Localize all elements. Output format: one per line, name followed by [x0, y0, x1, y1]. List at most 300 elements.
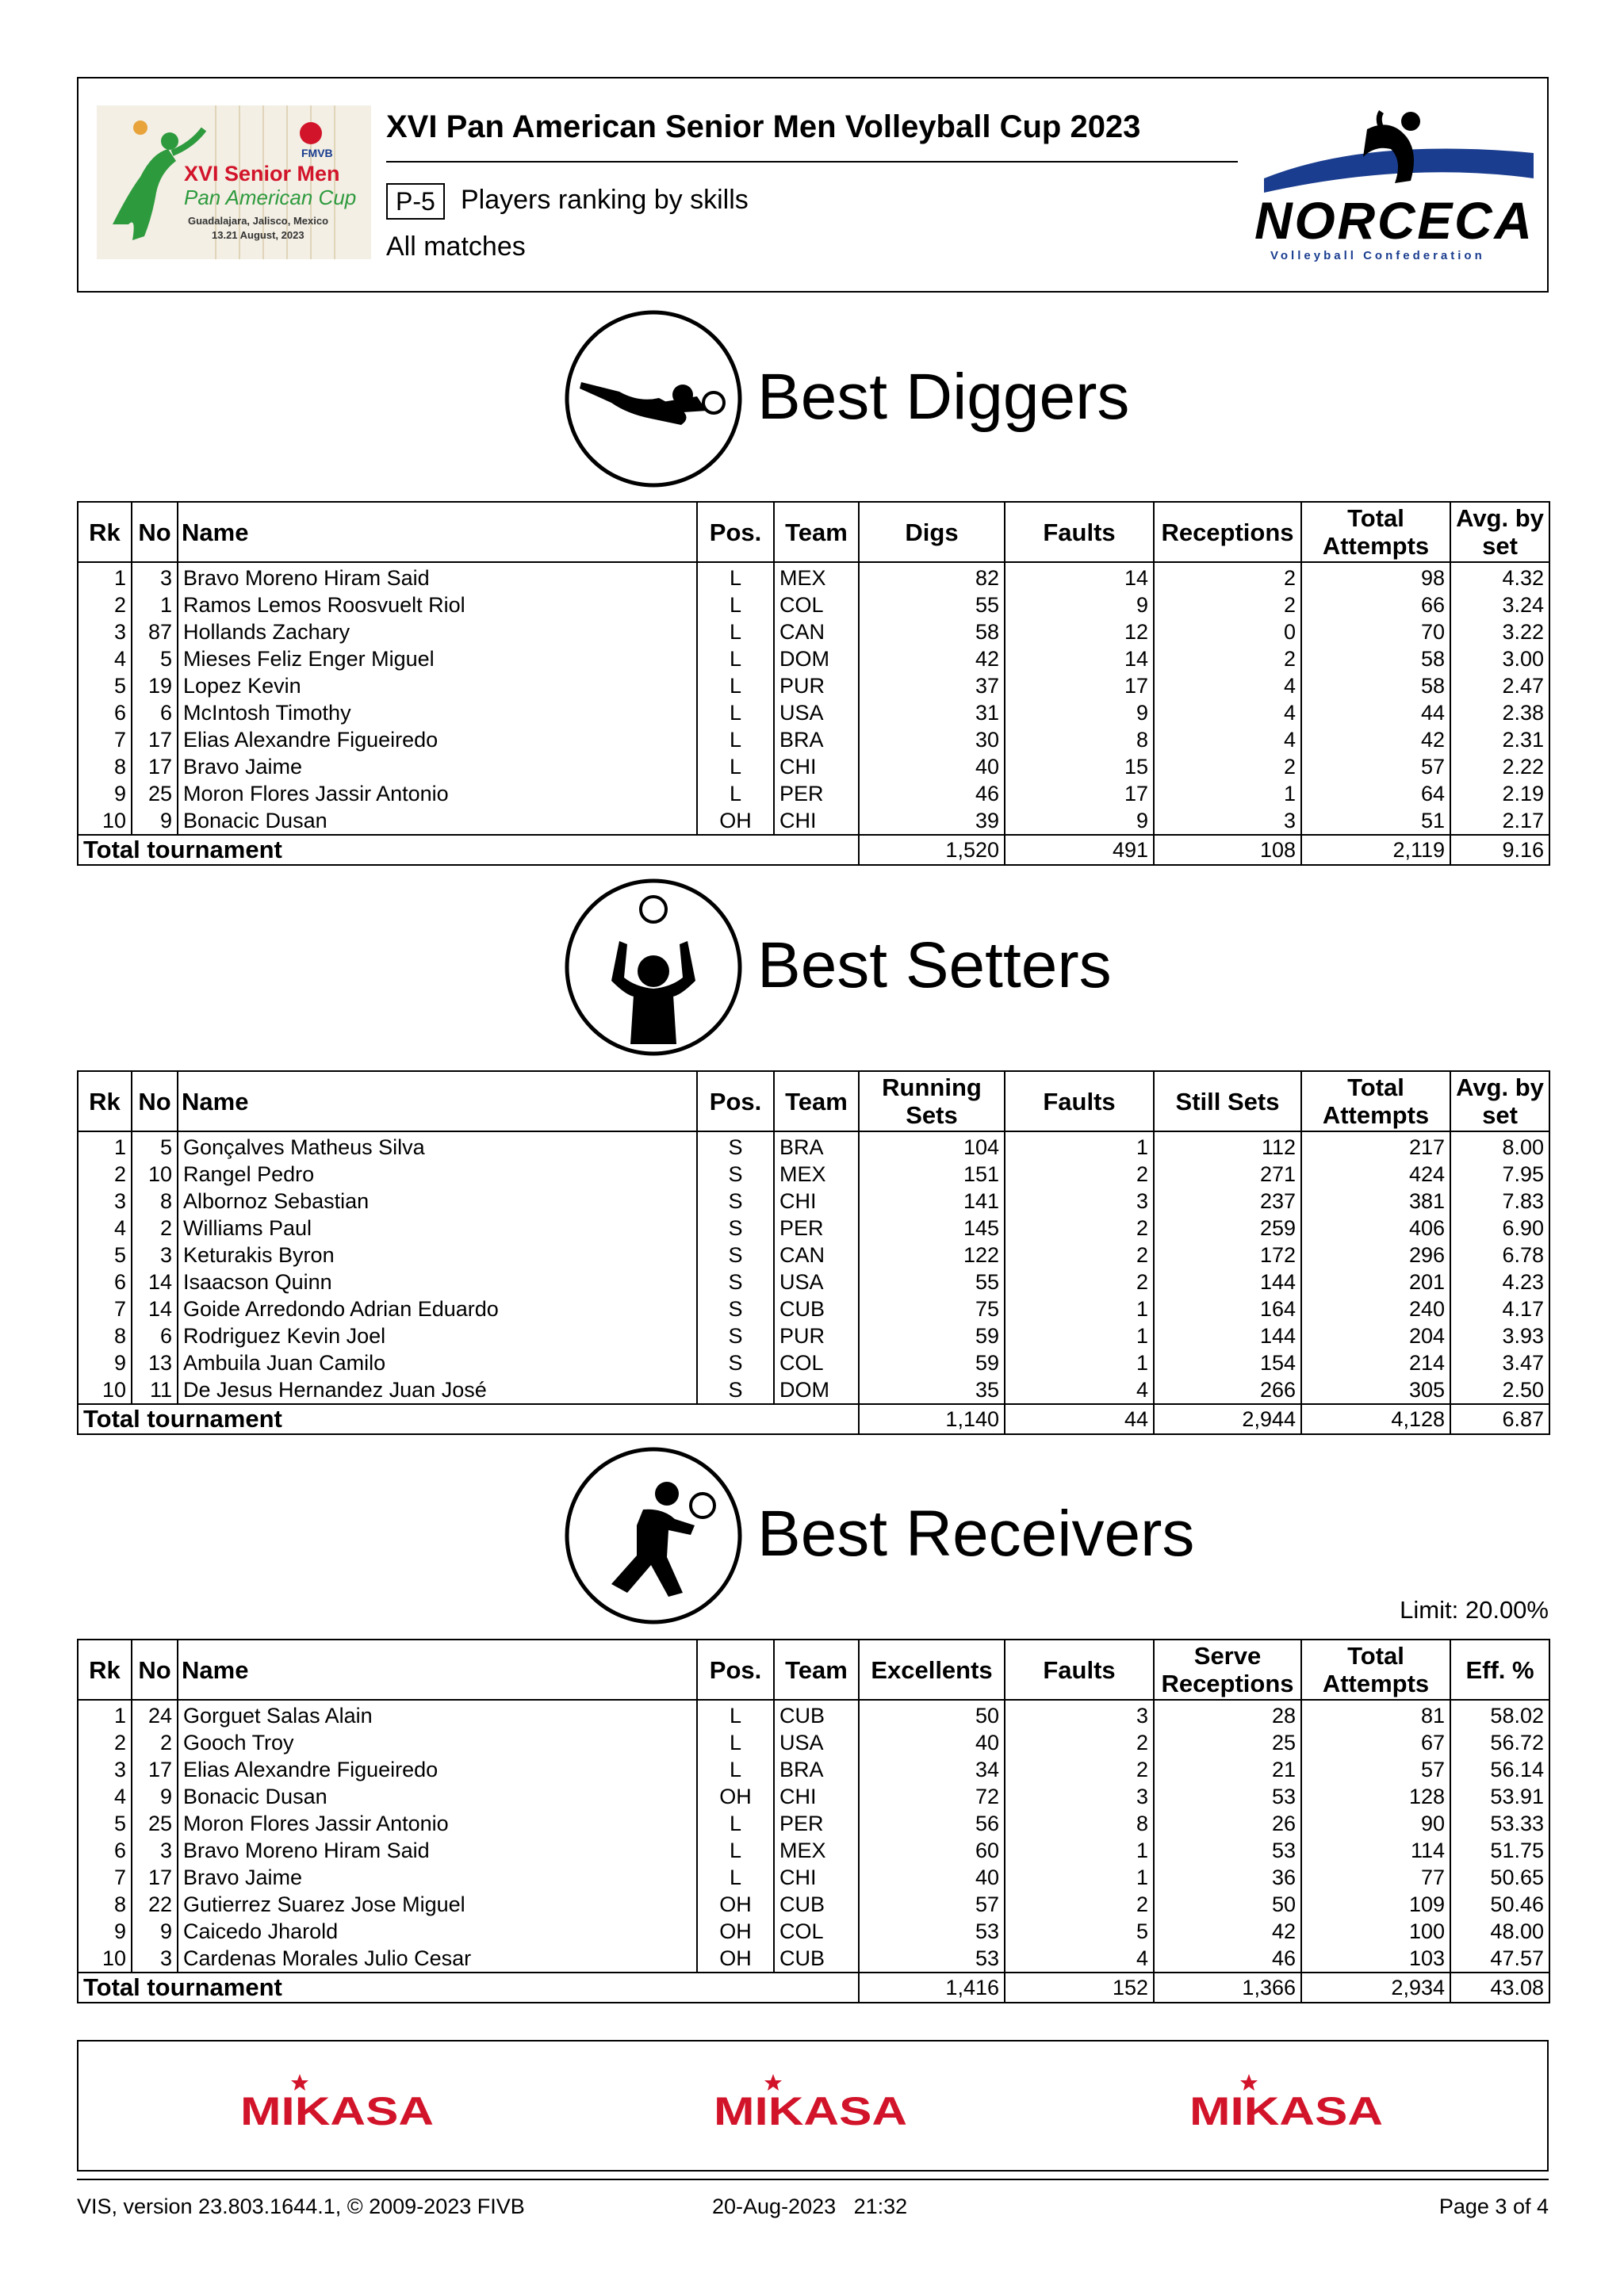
table-cell: 4.32 [1450, 562, 1549, 591]
table-cell: Bonacic Dusan [178, 1783, 697, 1810]
table-cell: 15 [1005, 753, 1154, 780]
table-cell: 3.00 [1450, 645, 1549, 672]
table-cell: 7.95 [1450, 1161, 1549, 1188]
table-cell: Elias Alexandre Figueiredo [178, 726, 697, 753]
table-cell: PUR [774, 1322, 859, 1349]
table-cell: 55 [859, 591, 1005, 618]
table-cell: 25 [132, 1810, 178, 1837]
table-cell: 42 [859, 645, 1005, 672]
table-cell: 53 [859, 1918, 1005, 1945]
table-cell: 2.31 [1450, 726, 1549, 753]
table-cell: 11 [132, 1376, 178, 1404]
table-cell: OH [697, 807, 774, 835]
table-cell: L [697, 1700, 774, 1729]
table-row [78, 699, 1549, 726]
table-cell: 6 [78, 1269, 132, 1295]
table-cell: Isaacson Quinn [178, 1269, 697, 1295]
table-cell: Moron Flores Jassir Antonio [178, 780, 697, 807]
table-cell: 3 [132, 1242, 178, 1269]
table-cell: OH [697, 1783, 774, 1810]
column-header: Pos. [697, 502, 774, 562]
table-cell: CHI [774, 807, 859, 835]
table-cell: 2 [1005, 1161, 1154, 1188]
report-code-badge: P-5 [386, 183, 445, 220]
table-cell: 4 [78, 1215, 132, 1242]
table-cell: 53 [1154, 1783, 1301, 1810]
table-cell: Mieses Feliz Enger Miguel [178, 645, 697, 672]
table-cell: 2 [1005, 1891, 1154, 1918]
table-cell: 151 [859, 1161, 1005, 1188]
table-cell: 72 [859, 1783, 1005, 1810]
table-cell: DOM [774, 1376, 859, 1404]
table-cell: 21 [1154, 1756, 1301, 1783]
total-cell: 1,520 [859, 835, 1005, 865]
table-cell: 5 [78, 1810, 132, 1837]
total-cell: 2,944 [1154, 1404, 1301, 1434]
table-row [78, 1376, 1549, 1404]
table-cell: 40 [859, 1864, 1005, 1891]
table-cell: 9 [1005, 591, 1154, 618]
table-cell: 9 [78, 1349, 132, 1376]
table-row [78, 1918, 1549, 1945]
table-row [78, 645, 1549, 672]
table-cell: 3.24 [1450, 591, 1549, 618]
table-cell: 2 [78, 1729, 132, 1756]
table-cell: Goide Arredondo Adrian Eduardo [178, 1295, 697, 1322]
total-cell: 491 [1005, 835, 1154, 865]
table-cell: 2.47 [1450, 672, 1549, 699]
table-cell: 172 [1154, 1242, 1301, 1269]
table-cell: 4 [1154, 699, 1301, 726]
receivers-title: Best Receivers [757, 1498, 1195, 1570]
total-cell: 6.87 [1450, 1404, 1549, 1434]
column-header: Faults [1005, 502, 1154, 562]
table-cell: L [697, 1864, 774, 1891]
table-cell: McIntosh Timothy [178, 699, 697, 726]
receiver-icon [564, 1446, 743, 1625]
table-cell: 5 [132, 645, 178, 672]
total-cell: 43.08 [1450, 1973, 1549, 2003]
table-cell: 1 [1005, 1322, 1154, 1349]
table-cell: 10 [78, 1945, 132, 1973]
table-row [78, 672, 1549, 699]
table-cell: 1 [1005, 1837, 1154, 1864]
table-cell: 50 [1154, 1891, 1301, 1918]
table-cell: 22 [132, 1891, 178, 1918]
diggers-table [77, 501, 1550, 866]
table-cell: Williams Paul [178, 1215, 697, 1242]
table-cell: 6.78 [1450, 1242, 1549, 1269]
digger-icon [564, 309, 743, 488]
norceca-wordmark: NORCECA [1254, 191, 1532, 250]
footer-version: VIS, version 23.803.1644.1, © 2009-2023 FIVB [77, 2195, 525, 2218]
table-row [78, 1161, 1549, 1188]
table-cell: 46 [1154, 1945, 1301, 1973]
mikasa-logo [238, 2072, 436, 2130]
table-cell: 237 [1154, 1188, 1301, 1215]
table-cell: BRA [774, 1131, 859, 1161]
table-cell: Keturakis Byron [178, 1242, 697, 1269]
table-cell: 53 [859, 1945, 1005, 1973]
mikasa-wordmark: MIKASA [714, 2089, 907, 2130]
column-header: Total Attempts [1301, 1640, 1450, 1700]
table-cell: 48.00 [1450, 1918, 1549, 1945]
report-scope: All matches [386, 232, 526, 262]
table-cell: 103 [1301, 1945, 1450, 1973]
table-cell: 39 [859, 807, 1005, 835]
table-cell: 57 [1301, 1756, 1450, 1783]
table-row [78, 1131, 1549, 1161]
setter-icon [564, 878, 743, 1057]
table-cell: 36 [1154, 1864, 1301, 1891]
table-cell: L [697, 591, 774, 618]
table-cell: 24 [132, 1700, 178, 1729]
table-cell: S [697, 1188, 774, 1215]
table-cell: Bravo Moreno Hiram Said [178, 1837, 697, 1864]
table-cell: 7 [78, 726, 132, 753]
table-cell: PER [774, 780, 859, 807]
table-row [78, 1837, 1549, 1864]
table-cell: 9 [132, 1783, 178, 1810]
table-cell: CHI [774, 1783, 859, 1810]
table-cell: 46 [859, 780, 1005, 807]
table-cell: CAN [774, 618, 859, 645]
total-cell: 9.16 [1450, 835, 1549, 865]
table-cell: COL [774, 591, 859, 618]
column-header: Name [178, 1640, 697, 1700]
column-header: Total Attempts [1301, 502, 1450, 562]
table-cell: 2.19 [1450, 780, 1549, 807]
table-cell: 1 [1005, 1864, 1154, 1891]
table-cell: S [697, 1215, 774, 1242]
table-cell: 59 [859, 1322, 1005, 1349]
table-cell: Elias Alexandre Figueiredo [178, 1756, 697, 1783]
table-cell: 57 [1301, 753, 1450, 780]
table-cell: Ambuila Juan Camilo [178, 1349, 697, 1376]
column-header: Rk [78, 1640, 132, 1700]
norceca-logo [1248, 105, 1538, 264]
table-cell: 114 [1301, 1837, 1450, 1864]
table-cell: L [697, 1756, 774, 1783]
table-cell: 2 [1005, 1756, 1154, 1783]
table-cell: 7 [78, 1295, 132, 1322]
table-cell: 28 [1154, 1700, 1301, 1729]
table-cell: 9 [1005, 807, 1154, 835]
table-cell: MEX [774, 562, 859, 591]
table-cell: S [697, 1295, 774, 1322]
table-cell: 51 [1301, 807, 1450, 835]
table-cell: 6 [78, 1837, 132, 1864]
table-cell: 4.17 [1450, 1295, 1549, 1322]
table-cell: 3 [132, 1945, 178, 1973]
table-cell: 406 [1301, 1215, 1450, 1242]
table-cell: 75 [859, 1295, 1005, 1322]
table-cell: 5 [78, 1242, 132, 1269]
table-cell: 60 [859, 1837, 1005, 1864]
table-cell: 47.57 [1450, 1945, 1549, 1973]
column-header: Team [774, 1071, 859, 1131]
table-cell: 17 [132, 1864, 178, 1891]
table-cell: 112 [1154, 1131, 1301, 1161]
table-row [78, 1242, 1549, 1269]
table-cell: 4 [1005, 1945, 1154, 1973]
column-header: Eff. % [1450, 1640, 1549, 1700]
table-cell: 26 [1154, 1810, 1301, 1837]
table-cell: 14 [132, 1295, 178, 1322]
total-cell: 1,416 [859, 1973, 1005, 2003]
column-header: No [132, 1071, 178, 1131]
setters-title: Best Setters [757, 929, 1112, 1001]
table-cell: 4 [1154, 672, 1301, 699]
table-cell: 7 [78, 1864, 132, 1891]
table-cell: 3 [132, 562, 178, 591]
table-cell: 259 [1154, 1215, 1301, 1242]
column-header: Faults [1005, 1071, 1154, 1131]
event-logo-line5: 13.21 August, 2023 [212, 229, 304, 241]
table-cell: 17 [132, 1756, 178, 1783]
table-cell: 144 [1154, 1322, 1301, 1349]
column-header: Running Sets [859, 1071, 1005, 1131]
table-cell: 64 [1301, 780, 1450, 807]
table-cell: 2 [1005, 1729, 1154, 1756]
table-cell: 77 [1301, 1864, 1450, 1891]
table-cell: Ramos Lemos Roosvuelt Riol [178, 591, 697, 618]
table-cell: 44 [1301, 699, 1450, 726]
table-cell: L [697, 1837, 774, 1864]
column-header: Rk [78, 1071, 132, 1131]
table-cell: 82 [859, 562, 1005, 591]
table-cell: S [697, 1161, 774, 1188]
limit-label: Limit: 20.00% [1400, 1596, 1549, 1624]
table-cell: 13 [132, 1349, 178, 1376]
table-row [78, 780, 1549, 807]
table-cell: 3 [1005, 1700, 1154, 1729]
column-header: Receptions [1154, 502, 1301, 562]
mikasa-wordmark: MIKASA [240, 2089, 434, 2130]
mikasa-logo [1187, 2072, 1385, 2130]
table-cell: 271 [1154, 1161, 1301, 1188]
table-cell: 4 [78, 1783, 132, 1810]
table-cell: Rangel Pedro [178, 1161, 697, 1188]
table-cell: 381 [1301, 1188, 1450, 1215]
table-cell: PUR [774, 672, 859, 699]
table-cell: 40 [859, 753, 1005, 780]
table-cell: 4 [1154, 726, 1301, 753]
table-row [78, 591, 1549, 618]
table-cell: 296 [1301, 1242, 1450, 1269]
table-cell: 2 [78, 1161, 132, 1188]
table-cell: 122 [859, 1242, 1005, 1269]
diggers-title: Best Diggers [757, 361, 1130, 433]
table-cell: CUB [774, 1295, 859, 1322]
table-row [78, 1810, 1549, 1837]
table-cell: Hollands Zachary [178, 618, 697, 645]
table-cell: Moron Flores Jassir Antonio [178, 1810, 697, 1837]
table-row [78, 1188, 1549, 1215]
table-cell: L [697, 726, 774, 753]
table-header-row [78, 1640, 1549, 1700]
table-cell: 9 [132, 807, 178, 835]
table-cell: 204 [1301, 1322, 1450, 1349]
total-cell: 4,128 [1301, 1404, 1450, 1434]
table-cell: 50 [859, 1700, 1005, 1729]
table-cell: USA [774, 1269, 859, 1295]
table-cell: 2 [1154, 562, 1301, 591]
column-header: Rk [78, 502, 132, 562]
column-header: Serve Receptions [1154, 1640, 1301, 1700]
total-cell: 44 [1005, 1404, 1154, 1434]
header-divider [386, 161, 1238, 163]
table-cell: 2.17 [1450, 807, 1549, 835]
table-cell: 56.72 [1450, 1729, 1549, 1756]
table-cell: 109 [1301, 1891, 1450, 1918]
table-cell: 144 [1154, 1269, 1301, 1295]
column-header: Digs [859, 502, 1005, 562]
table-cell: COL [774, 1918, 859, 1945]
table-cell: 8.00 [1450, 1131, 1549, 1161]
column-header: Team [774, 502, 859, 562]
footer-date: 20-Aug-2023 21:32 [712, 2195, 908, 2218]
table-cell: 1 [78, 562, 132, 591]
page-title: XVI Pan American Senior Men Volleyball Cup 2023 [386, 109, 1141, 144]
table-cell: 8 [78, 1891, 132, 1918]
table-cell: 2 [1005, 1242, 1154, 1269]
table-cell: 56 [859, 1810, 1005, 1837]
table-cell: L [697, 699, 774, 726]
table-cell: 2 [1005, 1269, 1154, 1295]
table-cell: 8 [1005, 1810, 1154, 1837]
table-cell: USA [774, 699, 859, 726]
column-header: Name [178, 502, 697, 562]
table-cell: MEX [774, 1161, 859, 1188]
total-cell: 2,934 [1301, 1973, 1450, 2003]
table-cell: 154 [1154, 1349, 1301, 1376]
total-cell: 2,119 [1301, 835, 1450, 865]
table-cell: 58 [1301, 672, 1450, 699]
table-cell: DOM [774, 645, 859, 672]
table-cell: Albornoz Sebastian [178, 1188, 697, 1215]
total-cell: 152 [1005, 1973, 1154, 2003]
table-cell: CHI [774, 753, 859, 780]
table-cell: 266 [1154, 1376, 1301, 1404]
table-cell: L [697, 753, 774, 780]
table-cell: 14 [1005, 562, 1154, 591]
table-cell: 8 [132, 1188, 178, 1215]
table-cell: 19 [132, 672, 178, 699]
column-header: Avg. by set [1450, 502, 1549, 562]
table-row [78, 1322, 1549, 1349]
footer-page-number: Page 3 of 4 [1438, 2195, 1549, 2218]
table-row [78, 1864, 1549, 1891]
table-cell: 9 [1005, 699, 1154, 726]
table-cell: CAN [774, 1242, 859, 1269]
table-cell: 17 [132, 726, 178, 753]
table-cell: 3.47 [1450, 1349, 1549, 1376]
total-label: Total tournament [78, 1973, 859, 2003]
table-cell: 4 [78, 645, 132, 672]
table-cell: 8 [1005, 726, 1154, 753]
table-cell: 58.02 [1450, 1700, 1549, 1729]
table-cell: CHI [774, 1188, 859, 1215]
table-cell: 100 [1301, 1918, 1450, 1945]
table-cell: S [697, 1322, 774, 1349]
total-cell: 1,366 [1154, 1973, 1301, 2003]
table-cell: 3 [78, 1756, 132, 1783]
table-cell: 10 [78, 1376, 132, 1404]
table-cell: 50.46 [1450, 1891, 1549, 1918]
table-cell: 4.23 [1450, 1269, 1549, 1295]
table-cell: L [697, 672, 774, 699]
table-cell: Gorguet Salas Alain [178, 1700, 697, 1729]
table-cell: Bravo Jaime [178, 1864, 697, 1891]
table-cell: CHI [774, 1864, 859, 1891]
table-cell: 2 [1154, 645, 1301, 672]
table-cell: 10 [132, 1161, 178, 1188]
table-cell: PER [774, 1215, 859, 1242]
column-header: Avg. by set [1450, 1071, 1549, 1131]
table-cell: Rodriguez Kevin Joel [178, 1322, 697, 1349]
table-cell: 58 [859, 618, 1005, 645]
table-cell: 1 [1005, 1349, 1154, 1376]
table-cell: Caicedo Jharold [178, 1918, 697, 1945]
table-cell: S [697, 1349, 774, 1376]
table-cell: 37 [859, 672, 1005, 699]
table-cell: 6 [132, 1322, 178, 1349]
table-cell: 53.91 [1450, 1783, 1549, 1810]
table-cell: 2.22 [1450, 753, 1549, 780]
mikasa-logo [711, 2072, 910, 2130]
column-header: No [132, 502, 178, 562]
table-row [78, 618, 1549, 645]
table-cell: S [697, 1131, 774, 1161]
table-cell: 3 [132, 1837, 178, 1864]
event-logo-line3: Pan American Cup [184, 186, 357, 209]
table-cell: 0 [1154, 618, 1301, 645]
table-cell: 53 [1154, 1837, 1301, 1864]
table-cell: 2 [1154, 753, 1301, 780]
column-header: Team [774, 1640, 859, 1700]
table-cell: 164 [1154, 1295, 1301, 1322]
table-cell: L [697, 562, 774, 591]
table-cell: 4 [1005, 1376, 1154, 1404]
table-cell: 5 [78, 672, 132, 699]
table-cell: 6 [78, 699, 132, 726]
table-cell: Bravo Jaime [178, 753, 697, 780]
table-cell: 50.65 [1450, 1864, 1549, 1891]
table-cell: 3 [1005, 1783, 1154, 1810]
table-cell: 90 [1301, 1810, 1450, 1837]
table-cell: 25 [132, 780, 178, 807]
table-cell: 240 [1301, 1295, 1450, 1322]
table-cell: 70 [1301, 618, 1450, 645]
column-header: Name [178, 1071, 697, 1131]
table-cell: MEX [774, 1837, 859, 1864]
table-row [78, 807, 1549, 835]
total-label: Total tournament [78, 835, 859, 865]
table-cell: 42 [1154, 1918, 1301, 1945]
table-cell: S [697, 1376, 774, 1404]
table-cell: 3 [1005, 1188, 1154, 1215]
table-cell: 3 [1154, 807, 1301, 835]
table-row [78, 1700, 1549, 1729]
table-cell: S [697, 1242, 774, 1269]
table-cell: 3 [78, 1188, 132, 1215]
table-row [78, 1783, 1549, 1810]
table-cell: 1 [1005, 1131, 1154, 1161]
total-cell: 108 [1154, 835, 1301, 865]
table-cell: 12 [1005, 618, 1154, 645]
table-cell: COL [774, 1349, 859, 1376]
